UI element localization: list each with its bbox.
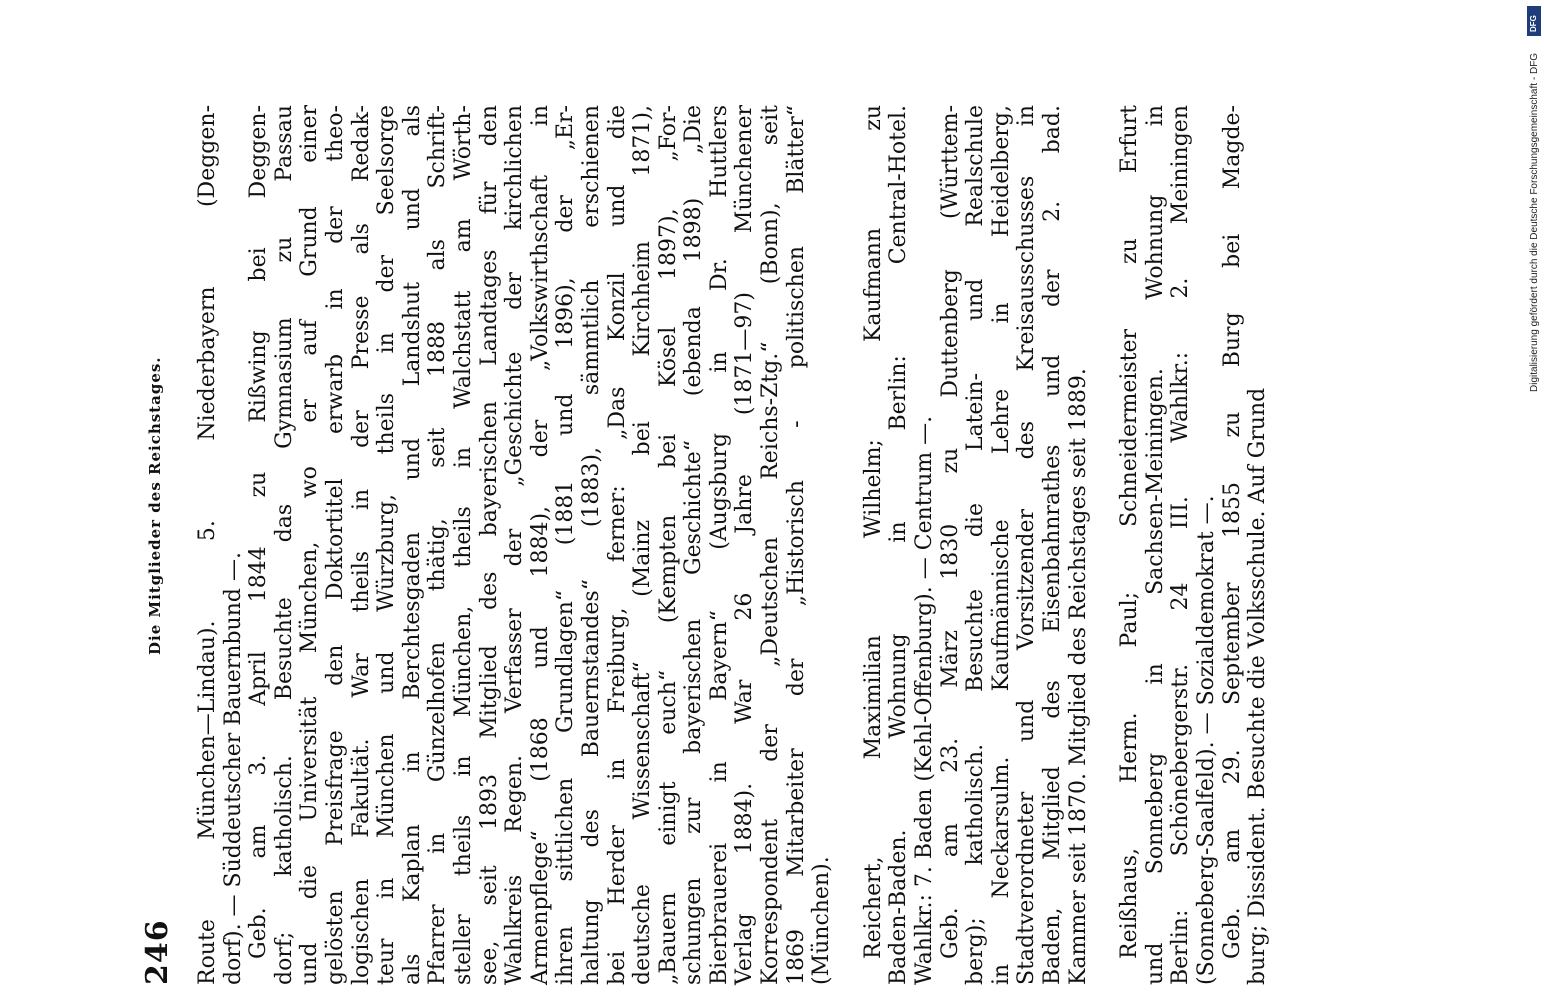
text-line: Berlin: Schönebergerstr. 24 III. Wahlkr.: 2. Meiningen [1168,105,1194,985]
text-line: als Kaplan in Berchtesgaden und Landshut und als [399,105,425,985]
text-line: Route München—Lindau). 5. Niederbayern (Deggen- [195,105,220,985]
text-line: berg); katholisch. Besuchte die Latein- und Realschule [963,105,989,985]
text-line: schungen zur bayerischen Geschichte“ (ebenda 1898) „Die [681,105,707,985]
text-line: Wahlkreis Regen. Verfasser der „Geschichte der kirchlichen [502,105,528,985]
text-line: steller theils in München, theils in Walchstatt am Wörth- [450,105,476,985]
text-line: Armenpflege“ (1868 und 1884), der „Volkswirthschaft in [527,105,553,985]
text-line: Geb. am 3. April 1844 zu Rißwing bei Deggen- [246,105,272,959]
text-line: Reißhaus, Herm. Paul; Schneidermeister zu Erfurt [1117,105,1143,959]
text-line: see, seit 1893 Mitglied des bayerischen Landtages für den [476,105,502,985]
text-line: dorf; katholisch. Besuchte das Gymnasium zu Passau [271,105,297,985]
text-line: burg; Dissident. Besuchte die Volksschule. Auf Grund [1245,387,1271,985]
entry-continuation [195,105,835,985]
text-line: „Bauern einigt euch“ (Kempten bei Kösel 1897), „For- [655,105,681,985]
text-line: Geb. am 29. September 1855 zu Burg bei Magde- [1219,105,1245,959]
text-line: Pfarrer in Günzelhofen thätig, seit 1888 als Schrift- [425,105,451,985]
text-line: (Sonneberg-Saalfeld). — Sozialdemokrat —. [1193,495,1219,985]
text-line: bei Herder in Freiburg, ferner: „Das Konzil und die [604,105,630,985]
text-line: haltung des Bauernstandes“ (1883), sämmtlich erschienen [578,105,604,985]
rotated-page-content [140,105,1390,985]
text-line: Geb. am 23. März 1830 zu Duttenberg (Württem- [937,105,963,959]
text-line: und die Universität München, wo er auf Grund einer [297,105,323,985]
text-line: in Neckarsulm. Kaufmännische Lehre in Heidelberg, [988,105,1014,985]
text-line: 1869 Mitarbeiter der „Historisch - politischen Blätter“ [783,105,809,985]
page-number: 246 [140,919,175,985]
text-line: ihren sittlichen Grundlagen“ (1881 und 1896), der „Er- [553,105,579,985]
text-line: Stadtverordneter und Vorsitzender des Kreisausschusses in [1014,105,1040,985]
text-line: Baden-Baden. Wohnung in Berlin: Central-Hotel. [886,105,912,985]
text-line: Bierbrauerei in Bayern“ (Augsburg in Dr. Huttlers [706,105,732,985]
text-line: und Sonneberg in Sachsen-Meiningen. Wohnung in [1142,105,1168,985]
running-head: Die Mitglieder des Reichstages. [146,356,164,655]
text-line: Wahlkr.: 7. Baden (Kehl-Offenburg). — Centrum —. [912,415,938,985]
page-header [140,105,180,985]
text-line: deutsche Wissenschaft“ (Mainz bei Kirchheim 1871), [630,105,656,985]
text-line: Reichert, Maximilian Wilhelm; Kaufmann zu [860,105,886,959]
text-line: gelösten Preisfrage den Doktortitel erwarb in der theo- [322,105,348,985]
text-line: teur in München und Würzburg, theils in der Seelsorge [374,105,400,985]
text-line: Verlag 1884). War 26 Jahre (1871—97) Münchener [732,105,758,985]
digitization-attribution: Digitalisierung gefördert durch die Deutsche Forschungsgemeinschaft - DFG [1529,52,1540,392]
text-line: logischen Fakultät. War theils in der Presse als Redak- [348,105,374,985]
entry-reisshaus [1117,105,1271,985]
dfg-logo: DFG [1527,6,1541,36]
text-line: Baden, Mitglied des Eisenbahnrathes und der 2. bad. [1040,105,1065,985]
text-line: Kammer seit 1870. Mitglied des Reichstages seit 1889. [1065,368,1091,985]
text-line: Korrespondent der „Deutschen Reichs-Ztg.“ (Bonn), seit [758,105,784,985]
text-line: (München). [809,856,835,985]
page-body [195,105,1271,985]
text-line: dorf). — Süddeutscher Bauernbund —. [220,552,246,985]
entry-reichert [861,105,1091,985]
